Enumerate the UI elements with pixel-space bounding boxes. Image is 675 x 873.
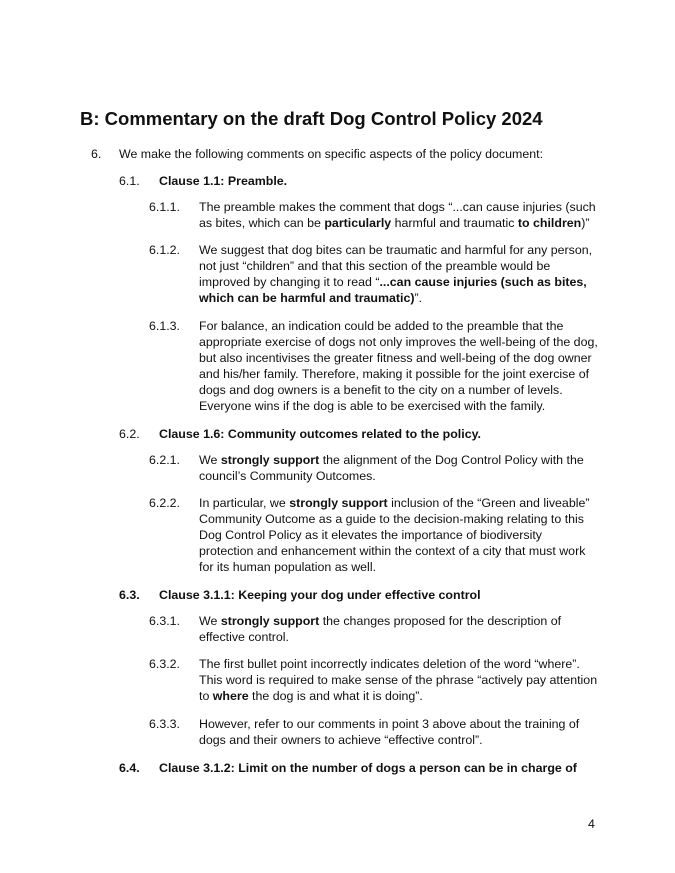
section-heading: B: Commentary on the draft Dog Control Policy 2024 xyxy=(80,108,543,129)
item-number: 6.2.1. xyxy=(149,453,181,467)
item-text: We strongly support the alignment of the Dog Control Policy with the council’s Community Outcomes. xyxy=(199,453,584,483)
item-text: We strongly support the changes proposed for the description of effective control. xyxy=(199,614,562,644)
item-number: 6.2.2. xyxy=(149,496,181,510)
clause-title: Clause 1.6: Community outcomes related to the policy. xyxy=(159,427,481,441)
paragraph-text: We make the following comments on specific aspects of the policy document: xyxy=(119,147,544,161)
item-number: 6.3.2. xyxy=(149,657,181,671)
item-text: The first bullet point incorrectly indicates deletion of the word “where”. This word is required to make sense of the phrase “actively pay attention to where the dog is and what it is doing”. xyxy=(199,657,598,703)
item-text: We suggest that dog bites can be traumatic and harmful for any person, not just “children” and that this section of the preamble would be improved by changing it to read “...can cause injuries (such as bites, which can be harmful and traumatic)”. xyxy=(199,243,593,305)
clause-title: Clause 3.1.2: Limit on the number of dogs a person can be in charge of xyxy=(159,761,577,775)
clause-number: 6.3. xyxy=(119,588,140,602)
item-number: 6.3.1. xyxy=(149,614,181,628)
item-text: For balance, an indication could be added to the preamble that the appropriate exercise of dogs not only improves the well-being of the dog, but also incentivises the greater fitness and well-being of the dog owner and his/her family. Therefore, making it possible for the joint exercise of dogs and dog owners is a benefit to the city on a number of levels. Everyone wins if the dog is able to be exercised with the family. xyxy=(199,319,598,413)
clause-number: 6.2. xyxy=(119,427,140,441)
clause-title: Clause 3.1.1: Keeping your dog under effective control xyxy=(159,588,481,602)
item-text: In particular, we strongly support inclusion of the “Green and liveable” Community Outcome as a guide to the decision-making relating to this Dog Control Policy as it elevates the importance of biodiversity protection and enhancement within the context of a city that must work for its human population as well. xyxy=(199,496,590,574)
item-number: 6.1.1. xyxy=(149,200,181,214)
clause-number: 6.4. xyxy=(119,761,140,775)
clause-title: Clause 1.1: Preamble. xyxy=(159,174,288,188)
item-number: 6.1.2. xyxy=(149,243,181,257)
page-number: 4 xyxy=(588,817,595,831)
item-text: However, refer to our comments in point 3 above about the training of dogs and their owners to achieve “effective control”. xyxy=(199,717,580,747)
item-number: 6.3.3. xyxy=(149,717,181,731)
item-number: 6.1.3. xyxy=(149,319,181,333)
item-text: The preamble makes the comment that dogs “...can cause injuries (such as bites, which can be particularly harmful and traumatic to children)” xyxy=(199,200,596,230)
clause-number: 6.1. xyxy=(119,174,140,188)
paragraph-number: 6. xyxy=(91,147,102,161)
